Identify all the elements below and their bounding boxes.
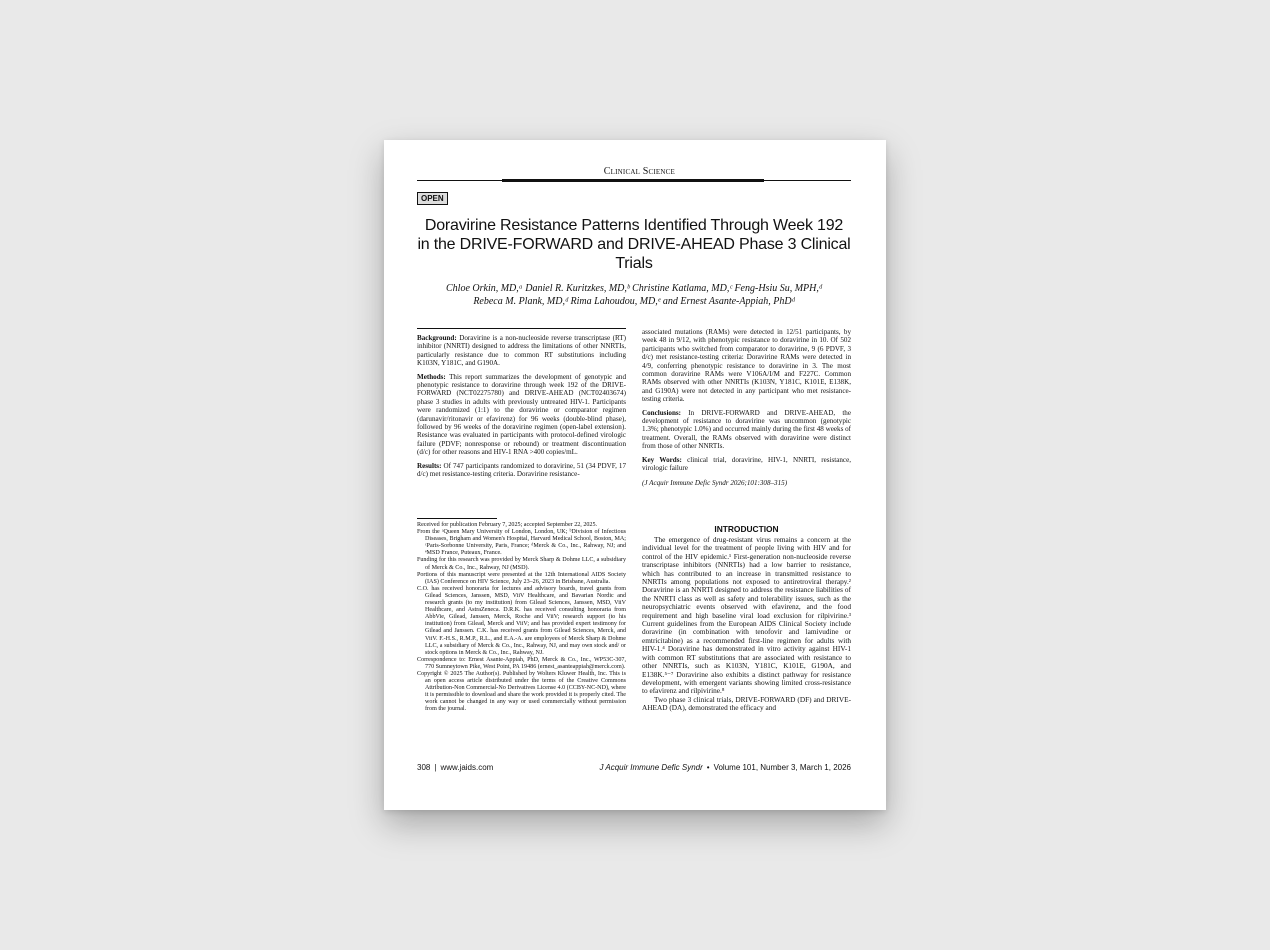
introduction-paragraph: Two phase 3 clinical trials, DRIVE-FORWARD (DF) and DRIVE-AHEAD (DA), demonstrated the efficacy and bbox=[642, 694, 851, 713]
author-line-1: Chloe Orkin, MD,ᵃ Daniel R. Kuritzkes, MD,ᵇ Christine Katlama, MD,ᶜ Feng-Hsiu Su, MPH,ᵈ bbox=[446, 283, 822, 294]
section-heading: Clinical Science bbox=[603, 166, 675, 177]
footnote-affiliations: From the ᵃQueen Mary University of London, London, UK; ᵇDivision of Infectious Diseases, Brigham and Women's Hospital, Harvard Medical School, Boston, MA; ᶜParis-Sorbonne University, Paris, France; ᵈMerck & Co., Inc., Rahway, NJ; and ᵉMSD France, Puteaux, France. bbox=[417, 529, 626, 557]
journal-page bbox=[384, 140, 886, 810]
header-rule-accent bbox=[502, 179, 764, 182]
background-label: Background: bbox=[417, 334, 457, 342]
footnote-received: Received for publication February 7, 2025; accepted September 22, 2025. bbox=[417, 522, 598, 528]
journal-website: www.jaids.com bbox=[440, 763, 494, 772]
footnote-rule bbox=[417, 518, 497, 519]
abstract-left-column bbox=[417, 328, 626, 484]
journal-citation: (J Acquir Immune Defic Syndr 2026;101:308–315) bbox=[642, 478, 788, 487]
introduction-paragraph: The emergence of drug-resistant virus remains a concern at the individual level for the treatment of people living with HIV and for control of the HIV epidemic.¹ First-generation non-nucleoside reverse transcriptase inhibitors (NNRTIs) had a low barrier to resistance, which has contributed to an increase in transmitted resistance to NNRTIs among populations not exposed to antiretroviral therapy.² Doravirine is an NNRTI designed to address the resistance liabilities of the NNRTI class as well as safety and tolerability issues, such as the neuropsychiatric events observed with efavirenz, and the food requirement and high baseline viral load exclusion for rilpivirine.³ Current guidelines from the European AIDS Clinical Society include doravirine (in combination with tenofovir and lamivudine or emtricitabine) as a recommended first-line regimen for adults with HIV-1.⁴ Doravirine has demonstrated in vitro activity against HIV-1 with common RT substitutions that are associated with resistance to other NNRTIs, such as K103N, Y181C, K101E, G190A, and E138K.⁵⁻⁷ Doravirine also exhibits a distinct pathway for resistance development, with emergent variants showing limited cross-resistance to efavirenz and rilpivirine.⁸ bbox=[642, 535, 851, 696]
abstract-background bbox=[417, 334, 626, 368]
abstract-results-continued: associated mutations (RAMs) were detected in 12/51 participants, by week 48 in 9/12, with phenotypic resistance to doravirine in 10. Of 502 participants who switched from comparator to doravirine, 9 (6 PDVF, 3 d/c) met resistance-testing criteria: Doravirine RAMs were detected in 4/9, conferring phenotypic resistance to doravirine in 3. The most common doravirine RAMs were V106A/I/M and F227C. Common RAMs observed with other NNRTIs (K103N, Y181C, K101E, E138K, and G190A) were not detected in any participant who met resistance-testing criteria. bbox=[642, 328, 851, 404]
results-label: Results: bbox=[417, 461, 442, 470]
methods-label: Methods: bbox=[417, 372, 446, 381]
open-access-badge: OPEN bbox=[417, 192, 448, 205]
footnote-funding: Funding for this research was provided by Merck Sharp & Dohme LLC, a subsidiary of Merck & Co., Inc., Rahway, NJ (MSD). bbox=[417, 557, 626, 571]
author-line-2: Rebeca M. Plank, MD,ᵈ Rima Lahoudou, MD,ᵉ and Ernest Asante-Appiah, PhDᵈ bbox=[473, 296, 795, 307]
page-number: 308 bbox=[417, 763, 431, 772]
footnote-copyright: Copyright © 2025 The Author(s). Published by Wolters Kluwer Health, Inc. This is an open access article distributed under the terms of the Creative Commons Attribution-Non Commercial-No Derivatives License 4.0 (CCBY-NC-ND), where it is permissible to download and share the work provided it is properly cited. The work cannot be changed in any way or used commercially without permission from the journal. bbox=[417, 670, 626, 713]
journal-name: J Acquir Immune Defic Syndr bbox=[599, 763, 703, 772]
conclusions-label: Conclusions: bbox=[642, 408, 682, 417]
page-footer bbox=[417, 763, 851, 772]
footnote-correspondence: Correspondence to: Ernest Asante-Appiah, PhD, Merck & Co., Inc., WP53C-307, 770 Sumneytown Pike, West Point, PA 19486 (ernest_asanteappiah@merck.com). bbox=[417, 656, 626, 670]
footnote-presented: Portions of this manuscript were presented at the 12th International AIDS Society (IAS) Conference on HIV Science, July 23–26, 2023 in Brisbane, Australia. bbox=[417, 571, 626, 585]
issue-info: Volume 101, Number 3, March 1, 2026 bbox=[713, 763, 851, 772]
methods-text: This report summarizes the development of genotypic and phenotypic resistance to doravirine through week 192 of the DRIVE-FORWARD (NCT02275780) and DRIVE-AHEAD (NCT02403674) phase 3 studies in adults with previously untreated HIV-1. Participants were randomized (1:1) to the doravirine or comparator regimen (darunavir/ritonavir or efavirenz) for 96 weeks (double-blind phase), followed by 96 weeks of the doravirine regimen (open-label extension). Resistance was evaluated in participants with protocol-defined virologic failure (PDVF; nonresponse or rebound) or treatment discontinuation (d/c) for other reasons and HIV-1 RNA >400 copies/mL. bbox=[417, 372, 626, 457]
abstract-keywords bbox=[642, 456, 851, 473]
article-title: Doravirine Resistance Patterns Identified Through Week 192 in the DRIVE-FORWARD and DRIVE-AHEAD Phase 3 Clinical Trials bbox=[417, 217, 851, 272]
abstract-conclusions bbox=[642, 409, 851, 451]
footnotes bbox=[417, 518, 626, 714]
conclusions-text: In DRIVE-FORWARD and DRIVE-AHEAD, the development of resistance to doravirine was uncommon (genotypic 1.3%; phenotypic 1.0%) and occurred mainly during the first 48 weeks of treatment. Overall, the RAMs observed with doravirine were distinct from those of other NNRTIs. bbox=[642, 408, 852, 451]
abstract-right-column bbox=[642, 328, 851, 492]
footnote-disclosures: C.O. has received honoraria for lectures and advisory boards, travel grants from Gilead Sciences, Janssen, MSD, ViiV Healthcare, and Bavarian Nordic and research grants (to my institution) from Gilead Sciences, Janssen, MSD, ViiV Healthcare, and AstraZeneca. D.R.K. has received consulting honoraria from AbbVie, Gilead, Janssen, Merck, Roche and ViiV; research support (to his institution) from Gilead, Merck and ViiV; and has provided expert testimony for Gilead and Janssen. C.K. has received grants from Gilead Sciences, Merck, and ViiV. F.-H.S., R.M.P., R.L., and E.A.-A. are employees of Merck Sharp & Dohme LLC, a subsidiary of Merck & Co., Inc., Rahway, NJ, and may own stock and/ or stock options in Merck & Co., Inc., Rahway, NJ. bbox=[417, 585, 626, 656]
introduction-body bbox=[642, 536, 851, 713]
introduction-heading: INTRODUCTION bbox=[714, 524, 779, 534]
author-list bbox=[417, 282, 851, 308]
abstract-rule bbox=[417, 328, 626, 329]
keywords-label: Key Words: bbox=[642, 455, 682, 464]
footer-right: J Acquir Immune Defic Syndr • Volume 101, Number 3, March 1, 2026 bbox=[599, 763, 851, 772]
abstract-results bbox=[417, 462, 626, 479]
results-text: Of 747 participants randomized to doravirine, 51 (34 PDVF, 17 d/c) met resistance-testing criteria. Doravirine resistance- bbox=[417, 461, 626, 479]
abstract-methods bbox=[417, 373, 626, 457]
keywords-text: clinical trial, doravirine, HIV-1, NNRTI, resistance, virologic failure bbox=[642, 455, 851, 473]
background-text: Doravirine is a non-nucleoside reverse transcriptase (RT) inhibitor (NNRTI) designed to address the limitations of other NNRTIs, particularly resistance due to common RT substitutions including K103N, Y181C, and G190A. bbox=[417, 334, 626, 368]
footer-left: 308 | www.jaids.com bbox=[417, 763, 494, 772]
